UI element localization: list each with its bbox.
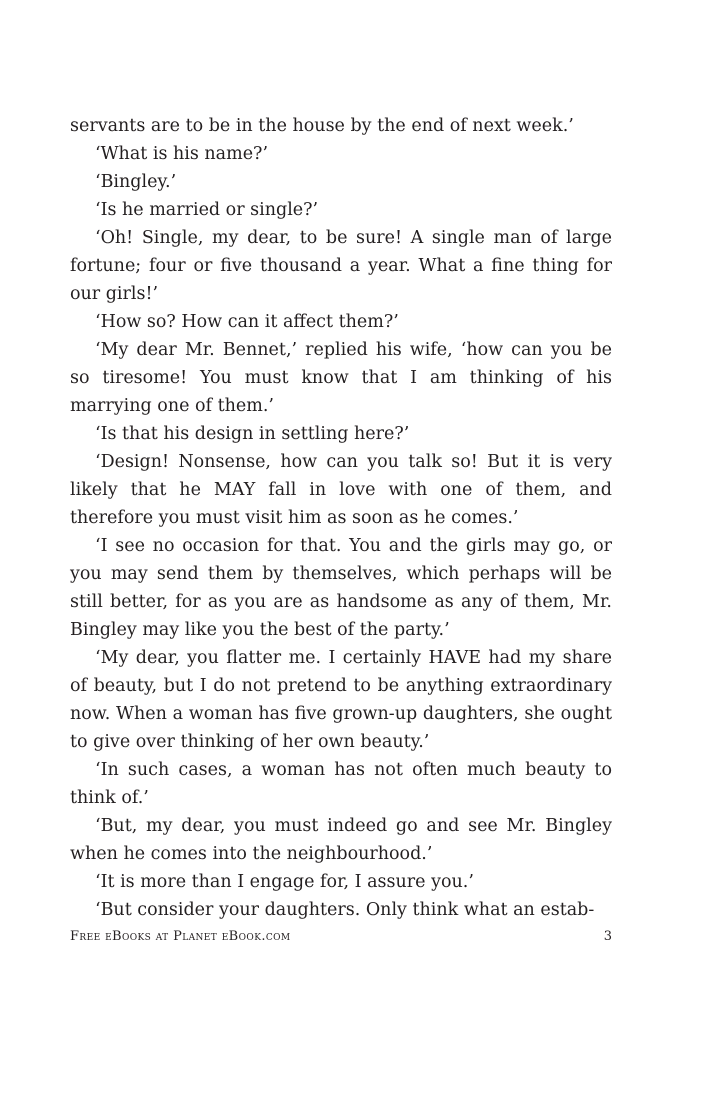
paragraph: ‘I see no occasion for that. You and the girls may go, or you may send them by themselves, which perhaps will be still better, for as you are as handsome as any of them, Mr. Bingley may like you the best of the party.’ — [70, 536, 612, 640]
paragraph: ‘In such cases, a woman has not often much beauty to think of.’ — [70, 760, 612, 808]
paragraph: ‘What is his name?’ — [95, 144, 269, 164]
page-number: 3 — [603, 929, 612, 944]
paragraph: ‘Is he married or single?’ — [95, 200, 319, 220]
paragraph: servants are to be in the house by the end of next week.’ — [70, 116, 574, 136]
paragraph: ‘It is more than I engage for, I assure you.’ — [95, 872, 474, 892]
paragraph: ‘How so? How can it affect them?’ — [95, 312, 399, 332]
paragraph: ‘Design! Nonsense, how can you talk so! But it is very likely that he MAY fall in love with one of them, and therefore you must visit him as soon as he comes.’ — [70, 452, 612, 528]
paragraph: ‘Bingley.’ — [95, 172, 177, 192]
footer-source-link[interactable]: Free eBooks at Planet eBook.com — [70, 929, 291, 944]
paragraph: ‘But consider your daughters. Only think what an estab- — [95, 900, 595, 920]
paragraph: ‘My dear Mr. Bennet,’ replied his wife, ‘how can you be so tiresome! You must know that I am thinking of his marrying one of them.’ — [70, 340, 612, 416]
paragraph: ‘Is that his design in settling here?’ — [95, 424, 410, 444]
paragraph: ‘My dear, you flatter me. I certainly HAVE had my share of beauty, but I do not pretend to be anything extraordinary now. When a woman has five grown-up daughters, she ought to give over thinking of her own beauty.’ — [70, 648, 612, 752]
page-footer — [70, 929, 612, 949]
paragraph: ‘Oh! Single, my dear, to be sure! A single man of large fortune; four or five thousand a year. What a fine thing for our girls!’ — [70, 228, 612, 304]
paragraph: ‘But, my dear, you must indeed go and see Mr. Bingley when he comes into the neighbourhood.’ — [70, 816, 612, 864]
body-text — [70, 112, 612, 924]
